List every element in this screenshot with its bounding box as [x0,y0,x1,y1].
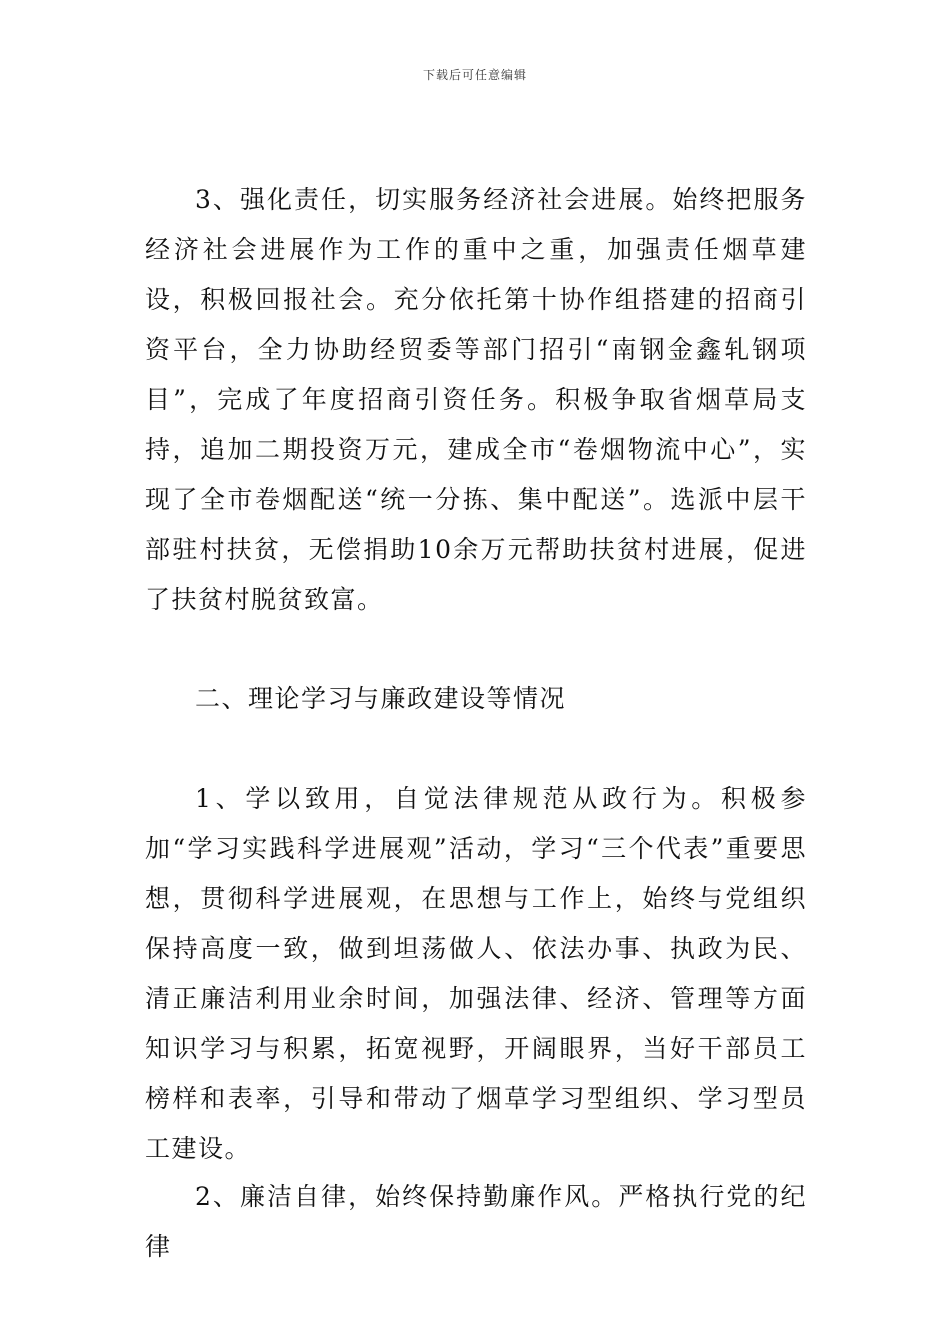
header-note: 下载后可任意编辑 [422,68,527,82]
paragraph-integrity: 2、廉洁自律，始终保持勤廉作风。严格执行党的纪律 [145,1182,807,1261]
section-heading: 二、理论学习与廉政建设等情况 [195,684,567,713]
paragraph-service-economy: 3、强化责任，切实服务经济社会进展。始终把服务经济社会进展作为工作的重中之重，加强责任烟草建设，积极回报社会。充分依托第十协作组搭建的招商引资平台，全力协助经贸委等部门招引“南钢金鑫轧钢项目”，完成了年度招商引资任务。积极争取省烟草局支持，追加二期投资万元，建成全市“卷烟物流中心”，实现了全市卷烟配送“统一分拣、集中配送”。选派中层干部驻村扶贫，无偿捐助10余万元帮助扶贫村进展，促进了扶贫村脱贫致富。 [145,185,807,614]
paragraph-study-practice: 1、学以致用，自觉法律规范从政行为。积极参加“学习实践科学进展观”活动，学习“三个代表”重要思想，贯彻科学进展观，在思想与工作上，始终与党组织保持高度一致，做到坦荡做人、依法办事、执政为民、清正廉洁利用业余时间，加强法律、经济、管理等方面知识学习与积累，拓宽视野，开阔眼界，当好干部员工榜样和表率，引导和带动了烟草学习型组织、学习型员工建设。 [145,784,807,1163]
